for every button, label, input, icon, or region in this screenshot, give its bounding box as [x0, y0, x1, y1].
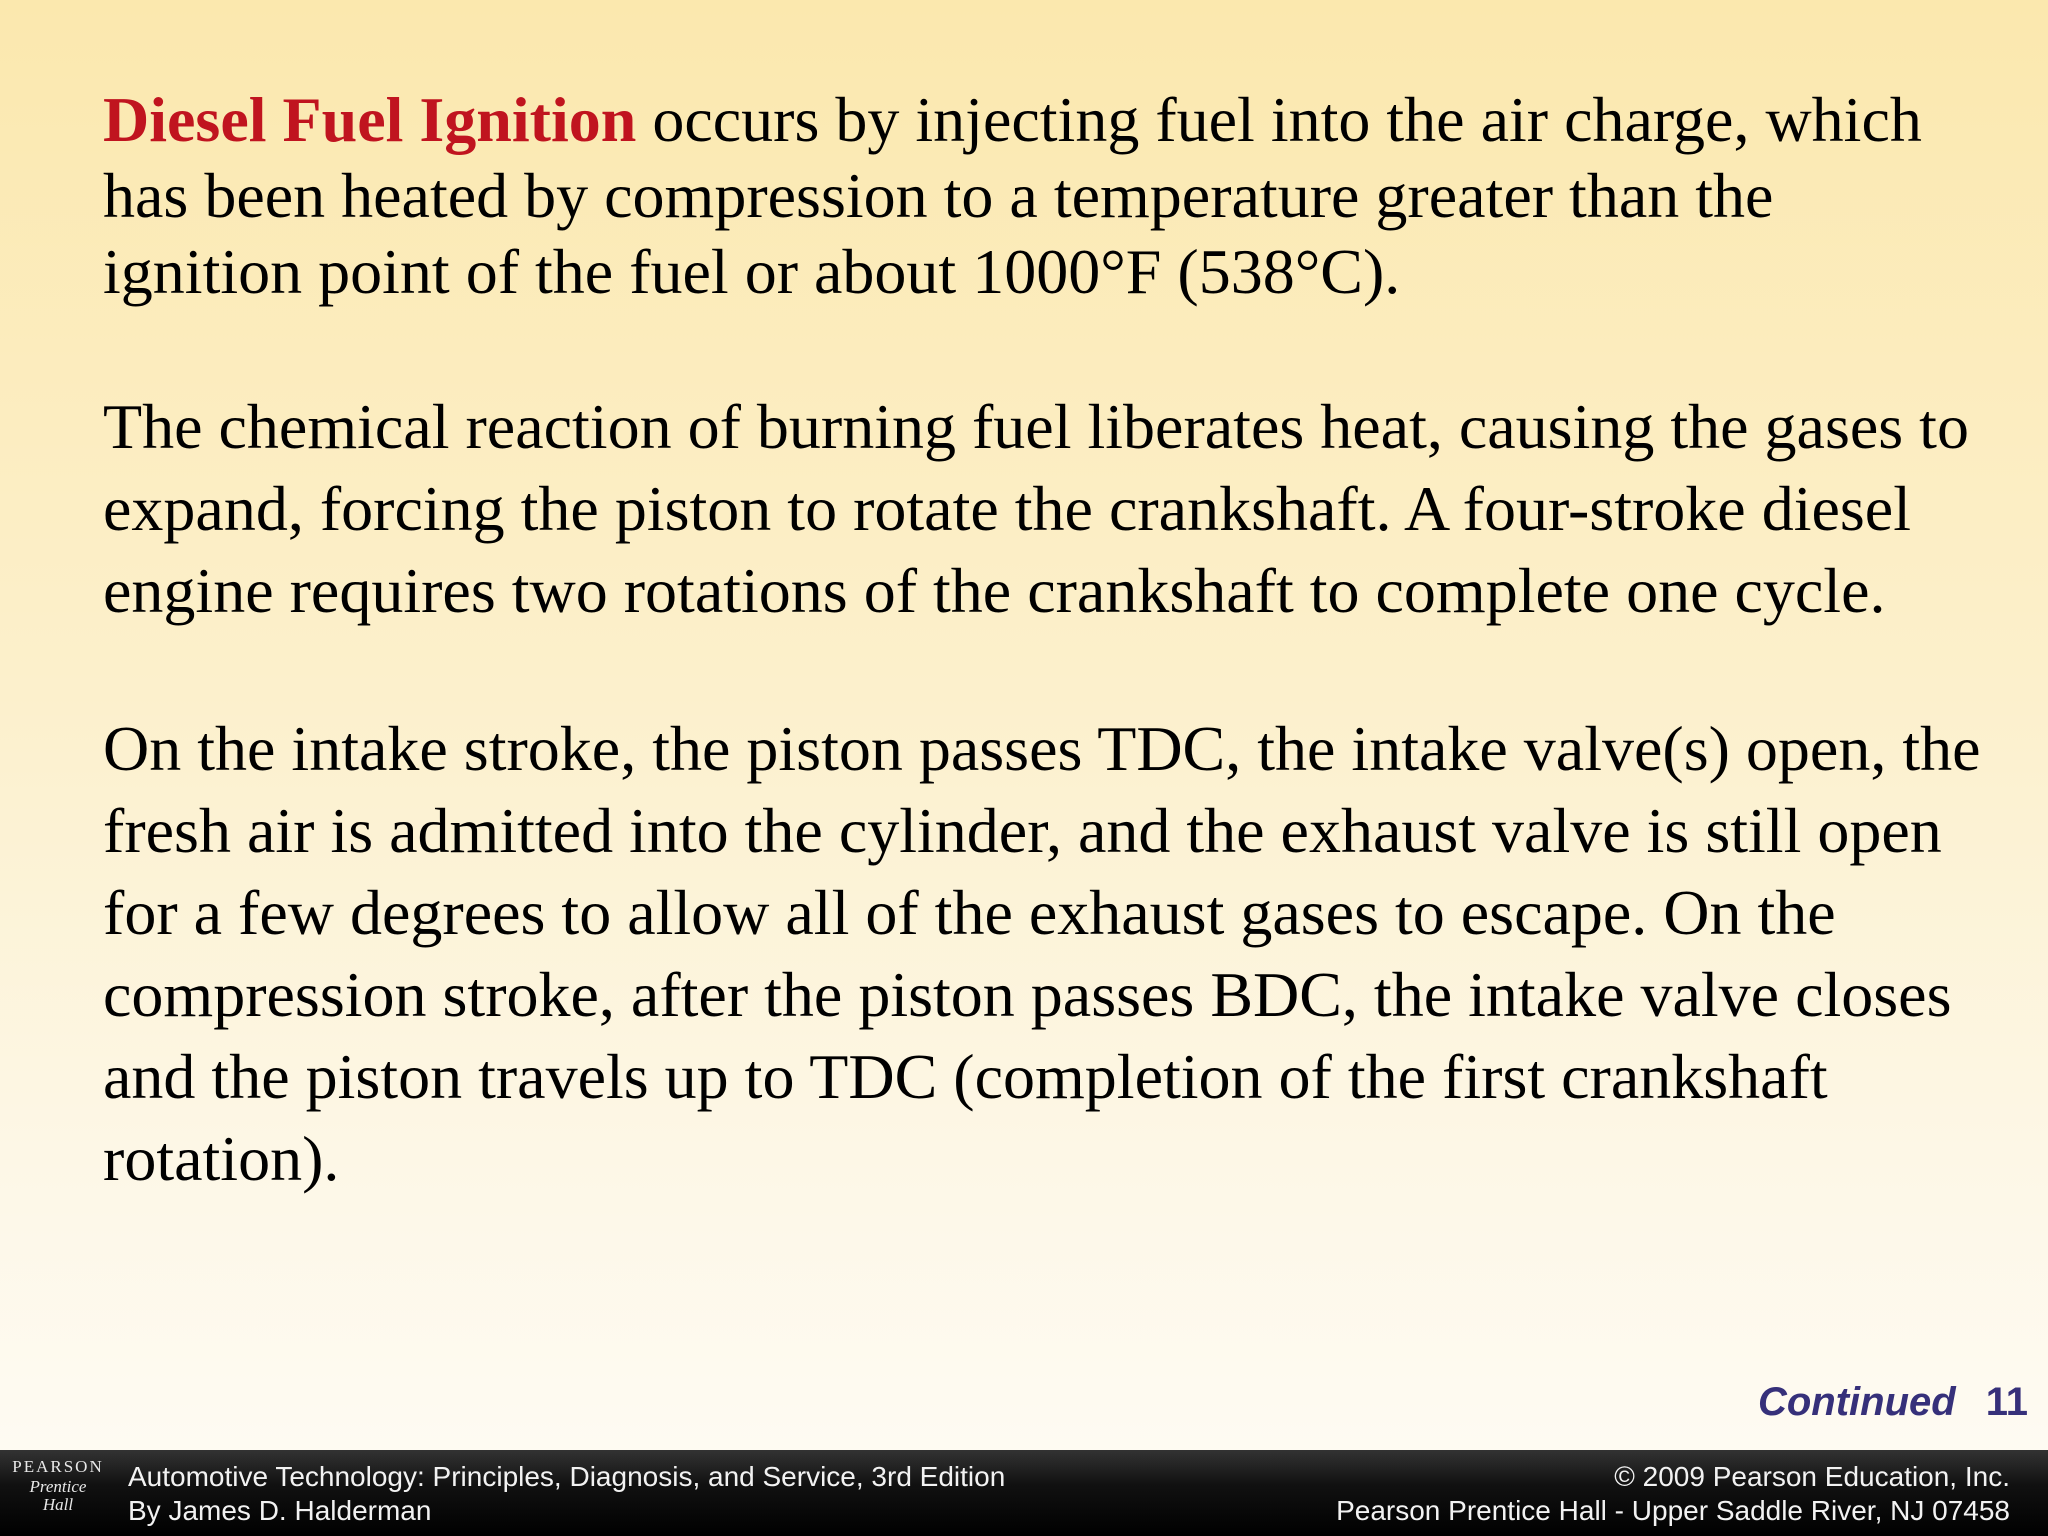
footer-publisher-info [1336, 1460, 2010, 1528]
publisher-text: Pearson Prentice Hall - Upper Saddle River, NJ 07458 [1336, 1495, 2010, 1526]
continued-indicator [1758, 1380, 2028, 1440]
footer-bar [0, 1450, 2048, 1536]
term-diesel-fuel-ignition: Diesel Fuel Ignition [103, 84, 637, 155]
book-title: Automotive Technology: Principles, Diagnosis, and Service, 3rd Edition [128, 1461, 1006, 1492]
paragraph-intake-compression: On the intake stroke, the piston passes TDC, the intake valve(s) open, the fresh air is admitted into the cylinder, and the exhaust valve is still open for a few degrees to allow all of the exhaust gases to escape. On the compression stroke, after the piston passes BDC, the intake valve closes and the piston travels up to TDC (completion of the first crankshaft rotation). [103, 713, 1981, 1194]
logo-prentice-text: Prentice [29, 1477, 87, 1496]
paragraph-chemical-reaction: The chemical reaction of burning fuel liberates heat, causing the gases to expand, forcing the piston to rotate the crankshaft. A four-stroke diesel engine requires two rotations of the crankshaft to complete one cycle. [103, 391, 1969, 626]
slide-body [103, 82, 1983, 1200]
logo-pearson-text: PEARSON [12, 1457, 104, 1476]
page-number: 11 [1985, 1380, 2028, 1424]
paragraph-ignition-text: occurs by injecting fuel into the air charge, which has been heated by compression to a temperature greater than the ignition point of the fuel or about 1000°F (538°C). [103, 84, 1922, 307]
continued-label: Continued [1757, 1380, 1956, 1424]
logo-hall-text: Hall [42, 1495, 74, 1514]
paragraph-ignition [103, 82, 1983, 310]
book-author: By James D. Halderman [128, 1495, 432, 1526]
footer-book-info [128, 1460, 1005, 1528]
copyright-text: © 2009 Pearson Education, Inc. [1614, 1461, 2010, 1492]
pearson-prentice-hall-logo [6, 1456, 110, 1532]
